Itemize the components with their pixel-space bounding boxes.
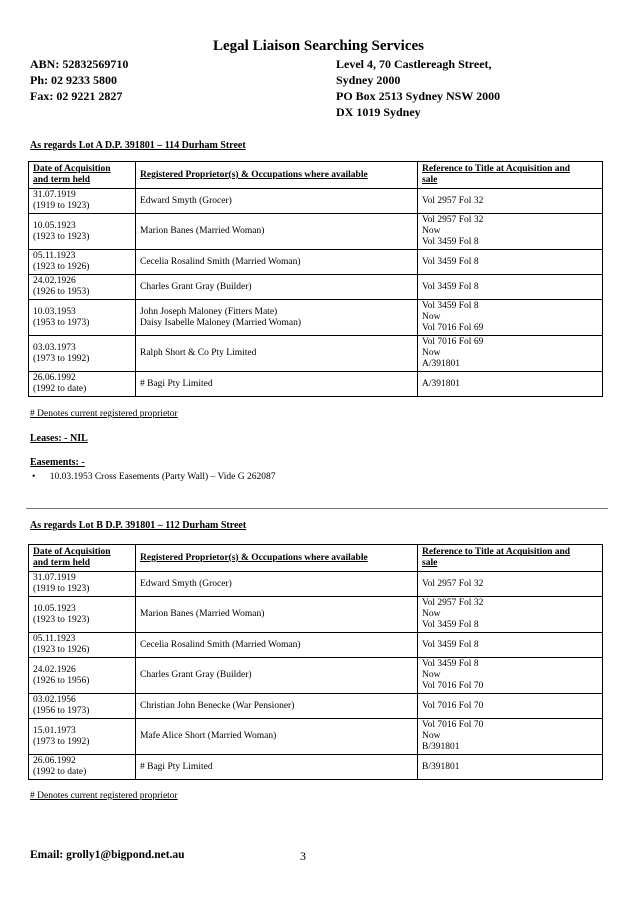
proprietor-cell bbox=[136, 189, 418, 214]
table-header-row bbox=[29, 545, 603, 572]
reference-cell-line: Now bbox=[422, 348, 441, 358]
date-cell-line: 10.05.1923 bbox=[33, 603, 76, 614]
table-header-row bbox=[29, 162, 603, 189]
date-cell-line: (1992 to date) bbox=[33, 767, 87, 777]
reference-cell bbox=[418, 658, 603, 694]
date-cell-line: (1926 to 1956) bbox=[33, 675, 90, 686]
table-row bbox=[29, 658, 603, 694]
date-cell bbox=[29, 250, 136, 275]
date-cell-line: 31.07.1919 bbox=[33, 190, 76, 200]
table-row bbox=[29, 719, 603, 755]
reference-cell bbox=[418, 250, 603, 275]
date-cell-line: (1919 to 1923) bbox=[33, 584, 90, 594]
easement-item bbox=[32, 472, 275, 482]
table-row bbox=[29, 372, 603, 397]
proprietor-cell bbox=[136, 719, 418, 755]
reference-cell bbox=[418, 597, 603, 633]
date-cell-line: (1923 to 1923) bbox=[33, 614, 90, 625]
date-cell bbox=[29, 755, 136, 780]
date-cell-line: (1953 to 1973) bbox=[33, 317, 90, 328]
date-cell-line: (1923 to 1926) bbox=[33, 645, 90, 655]
proprietor-cell-line: Christian John Benecke (War Pensioner) bbox=[140, 700, 295, 711]
date-cell-line: (1992 to date) bbox=[33, 384, 87, 394]
address-line-4: DX 1019 Sydney bbox=[336, 105, 421, 119]
date-cell bbox=[29, 719, 136, 755]
reference-cell-line: Now bbox=[422, 609, 441, 619]
col-date-header: Date of Acquisition and term held bbox=[29, 162, 136, 189]
reference-cell bbox=[418, 214, 603, 250]
reference-cell bbox=[418, 336, 603, 372]
firm-title: Legal Liaison Searching Services bbox=[213, 38, 424, 54]
proprietor-cell bbox=[136, 755, 418, 780]
reference-cell-line: B/391801 bbox=[422, 761, 460, 772]
proprietor-cell-line: Daisy Isabelle Maloney (Married Woman) bbox=[140, 317, 302, 328]
address-line-3: PO Box 2513 Sydney NSW 2000 bbox=[336, 89, 501, 103]
proprietor-cell bbox=[136, 633, 418, 658]
lot-a-table-body bbox=[29, 189, 603, 397]
proprietor-cell bbox=[136, 658, 418, 694]
date-cell-line: 03.02.1956 bbox=[33, 695, 76, 705]
reference-cell-line: Now bbox=[422, 670, 441, 680]
reference-cell bbox=[418, 633, 603, 658]
proprietor-cell-line: John Joseph Maloney (Fitters Mate) bbox=[140, 306, 278, 317]
table-row bbox=[29, 597, 603, 633]
lot-b-table-body bbox=[29, 572, 603, 780]
date-cell bbox=[29, 572, 136, 597]
reference-cell bbox=[418, 694, 603, 719]
date-cell bbox=[29, 658, 136, 694]
date-cell-line: (1923 to 1923) bbox=[33, 231, 90, 242]
lot-b-title: As regards Lot B D.P. 391801 – 112 Durham Street bbox=[30, 520, 247, 531]
date-cell-line: (1956 to 1973) bbox=[33, 706, 90, 716]
reference-cell bbox=[418, 300, 603, 336]
reference-cell-line: B/391801 bbox=[422, 742, 460, 752]
proprietor-cell bbox=[136, 694, 418, 719]
reference-cell bbox=[418, 189, 603, 214]
col-proprietor-header: Registered Proprietor(s) & Occupations where available bbox=[136, 162, 418, 189]
reference-cell-line: Vol 3459 Fol 8 bbox=[422, 237, 479, 247]
table-row bbox=[29, 633, 603, 658]
date-cell bbox=[29, 597, 136, 633]
reference-cell-line: Vol 7016 Fol 69 bbox=[422, 337, 484, 347]
proprietor-cell-line: Edward Smyth (Grocer) bbox=[140, 578, 232, 589]
date-cell-line: (1923 to 1926) bbox=[33, 262, 90, 272]
date-cell-line: (1973 to 1992) bbox=[33, 736, 90, 747]
header-left-block bbox=[30, 56, 128, 104]
reference-cell-line: Vol 2957 Fol 32 bbox=[422, 195, 484, 206]
date-cell bbox=[29, 694, 136, 719]
table-row bbox=[29, 336, 603, 372]
proprietor-cell bbox=[136, 336, 418, 372]
section-divider bbox=[26, 508, 608, 509]
proprietor-cell bbox=[136, 597, 418, 633]
date-cell-line: 03.03.1973 bbox=[33, 342, 76, 353]
proprietor-cell-line: Charles Grant Gray (Builder) bbox=[140, 670, 252, 680]
proprietor-cell bbox=[136, 250, 418, 275]
date-cell-line: 05.11.1923 bbox=[33, 251, 76, 261]
reference-cell-line: Vol 7016 Fol 70 bbox=[422, 700, 484, 711]
easement-text: 10.03.1953 Cross Easements (Party Wall) – Vide G 262087 bbox=[49, 472, 276, 482]
date-cell bbox=[29, 300, 136, 336]
date-cell bbox=[29, 214, 136, 250]
table-row bbox=[29, 189, 603, 214]
proprietor-cell-line: # Bagi Pty Limited bbox=[140, 761, 213, 772]
col-date-header: Date of Acquisition and term held bbox=[29, 545, 136, 572]
date-cell-line: 24.02.1926 bbox=[33, 276, 76, 286]
date-cell-line: (1926 to 1953) bbox=[33, 287, 90, 297]
phone-line: Ph: 02 9233 5800 bbox=[30, 73, 117, 87]
date-cell-line: 15.01.1973 bbox=[33, 725, 76, 736]
table-row bbox=[29, 755, 603, 780]
reference-cell bbox=[418, 755, 603, 780]
lot-b-note: # Denotes current registered proprietor bbox=[30, 791, 178, 801]
date-cell-line: 10.05.1923 bbox=[33, 220, 76, 231]
date-cell-line: 05.11.1923 bbox=[33, 634, 76, 644]
proprietor-cell-line: Mafe Alice Short (Married Woman) bbox=[140, 731, 277, 741]
date-cell-line: (1973 to 1992) bbox=[33, 353, 90, 364]
proprietor-cell-line: Cecelia Rosalind Smith (Married Woman) bbox=[140, 256, 301, 267]
col-reference-header: Reference to Title at Acquisition and sale bbox=[418, 545, 603, 572]
col-proprietor-header: Registered Proprietor(s) & Occupations where available bbox=[136, 545, 418, 572]
proprietor-cell-line: Marion Banes (Married Woman) bbox=[140, 609, 265, 619]
reference-cell-line: Vol 7016 Fol 70 bbox=[422, 720, 484, 730]
proprietor-cell bbox=[136, 372, 418, 397]
reference-cell-line: Vol 2957 Fol 32 bbox=[422, 578, 484, 589]
header-right-block bbox=[336, 56, 500, 120]
reference-cell-line: Vol 3459 Fol 8 bbox=[422, 281, 479, 292]
address-line-1: Level 4, 70 Castlereagh Street, bbox=[336, 57, 492, 71]
lot-a-table bbox=[28, 161, 603, 397]
reference-cell-line: A/391801 bbox=[422, 359, 460, 369]
date-cell bbox=[29, 189, 136, 214]
proprietor-cell-line: Marion Banes (Married Woman) bbox=[140, 226, 265, 236]
reference-cell bbox=[418, 719, 603, 755]
table-row bbox=[29, 275, 603, 300]
address-line-2: Sydney 2000 bbox=[336, 73, 401, 87]
reference-cell-line: Vol 7016 Fol 70 bbox=[422, 681, 484, 691]
reference-cell-line: Vol 7016 Fol 69 bbox=[422, 323, 484, 333]
proprietor-cell-line: Charles Grant Gray (Builder) bbox=[140, 281, 252, 292]
proprietor-cell-line: Ralph Short & Co Pty Limited bbox=[140, 348, 257, 358]
date-cell-line: 10.03.1953 bbox=[33, 306, 76, 317]
reference-cell-line: Vol 2957 Fol 32 bbox=[422, 215, 484, 225]
proprietor-cell bbox=[136, 572, 418, 597]
table-row bbox=[29, 572, 603, 597]
table-row bbox=[29, 694, 603, 719]
reference-cell-line: Vol 3459 Fol 8 bbox=[422, 639, 479, 650]
date-cell bbox=[29, 336, 136, 372]
proprietor-cell-line: # Bagi Pty Limited bbox=[140, 378, 213, 389]
reference-cell-line: Vol 3459 Fol 8 bbox=[422, 620, 479, 630]
proprietor-cell-line: Cecelia Rosalind Smith (Married Woman) bbox=[140, 639, 301, 650]
col-reference-header: Reference to Title at Acquisition and sale bbox=[418, 162, 603, 189]
proprietor-cell-line: Edward Smyth (Grocer) bbox=[140, 195, 232, 206]
fax-line: Fax: 02 9221 2827 bbox=[30, 89, 123, 103]
reference-cell-line: Vol 3459 Fol 8 bbox=[422, 301, 479, 311]
date-cell-line: 31.07.1919 bbox=[33, 573, 76, 583]
reference-cell-line: Vol 2957 Fol 32 bbox=[422, 598, 484, 608]
proprietor-cell bbox=[136, 275, 418, 300]
table-row bbox=[29, 214, 603, 250]
reference-cell-line: Vol 3459 Fol 8 bbox=[422, 256, 479, 267]
reference-cell-line: Vol 3459 Fol 8 bbox=[422, 659, 479, 669]
lot-a-title: As regards Lot A D.P. 391801 – 114 Durham Street bbox=[30, 140, 246, 151]
abn-line: ABN: 52832569710 bbox=[30, 57, 129, 71]
footer-email: Email: grolly1@bigpond.net.au bbox=[30, 849, 185, 861]
lot-a-note: # Denotes current registered proprietor bbox=[30, 409, 178, 419]
lot-b-table bbox=[28, 544, 603, 780]
reference-cell bbox=[418, 275, 603, 300]
reference-cell bbox=[418, 372, 603, 397]
page-number: 3 bbox=[300, 849, 306, 863]
date-cell-line: 26.06.1992 bbox=[33, 373, 76, 383]
reference-cell bbox=[418, 572, 603, 597]
reference-cell-line: A/391801 bbox=[422, 378, 460, 389]
proprietor-cell bbox=[136, 214, 418, 250]
date-cell bbox=[29, 275, 136, 300]
date-cell-line: 24.02.1926 bbox=[33, 664, 76, 675]
reference-cell-line: Now bbox=[422, 226, 441, 236]
date-cell-line: (1919 to 1923) bbox=[33, 201, 90, 211]
reference-cell-line: Now bbox=[422, 312, 441, 322]
proprietor-cell bbox=[136, 300, 418, 336]
table-row bbox=[29, 250, 603, 275]
reference-cell-line: Now bbox=[422, 731, 441, 741]
date-cell bbox=[29, 372, 136, 397]
date-cell bbox=[29, 633, 136, 658]
bullet-icon: • bbox=[32, 472, 36, 482]
table-row bbox=[29, 300, 603, 336]
leases-heading: Leases: - NIL bbox=[30, 433, 88, 444]
date-cell-line: 26.06.1992 bbox=[33, 756, 76, 766]
easements-heading: Easements: - bbox=[30, 457, 85, 468]
